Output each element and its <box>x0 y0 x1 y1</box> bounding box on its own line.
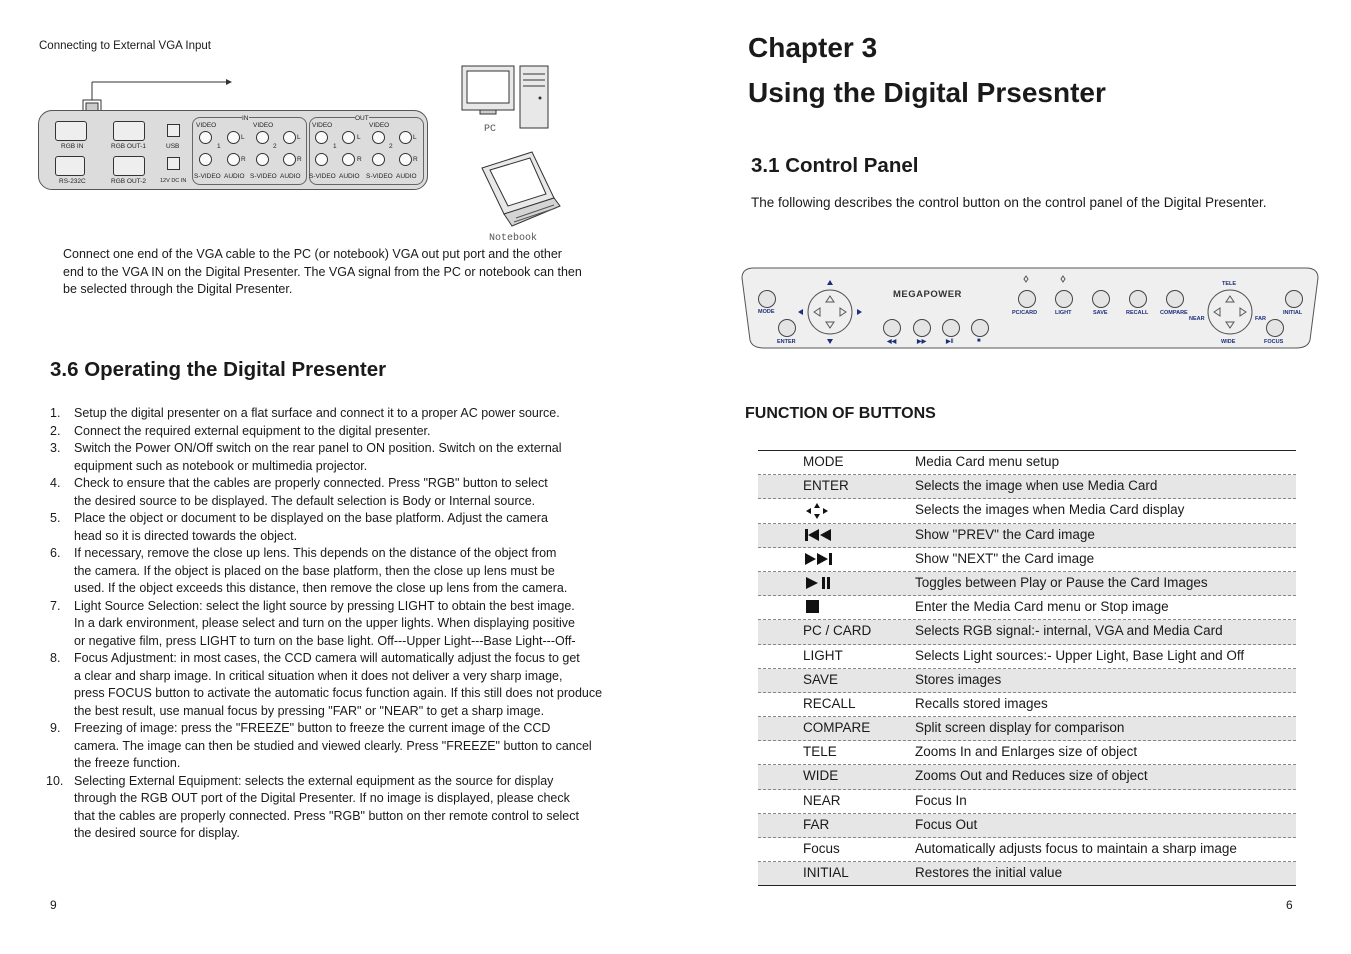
section-description: The following describes the control button on the control panel of the Digital Presenter. <box>751 195 1267 210</box>
rca-jack <box>315 131 328 144</box>
table-row: WIDE Zooms Out and Reduces size of object <box>758 765 1296 789</box>
audio-right-label: R <box>413 156 418 163</box>
svideo-label: S-VIDEO <box>250 173 277 180</box>
list-item: 2. Connect the required external equipment to the digital presenter. <box>50 423 431 438</box>
table-row: Selects the images when Media Card display <box>758 499 1296 523</box>
compare-button[interactable] <box>1166 290 1184 308</box>
prev-button[interactable] <box>883 319 901 337</box>
light-button[interactable] <box>1055 290 1073 308</box>
rca-jack <box>227 131 240 144</box>
recall-label: RECALL <box>1126 310 1149 316</box>
table-row: LIGHT Selects Light sources:- Upper Light, Base Light and Off <box>758 645 1296 669</box>
play-pause-icon: ▶‖ <box>946 339 954 345</box>
output-1-label: 1 <box>333 143 337 150</box>
table-row: Show "PREV" the Card image <box>758 524 1296 548</box>
dc-in-label: 12V DC IN <box>160 178 187 184</box>
play-pause-icon <box>804 575 834 594</box>
rca-jack <box>342 153 355 166</box>
audio-right-label: R <box>297 156 302 163</box>
near-label: NEAR <box>1189 316 1205 322</box>
next-icon: ▶▶ <box>917 339 927 345</box>
rca-jack <box>283 131 296 144</box>
input-1-label: 1 <box>217 143 221 150</box>
list-item: 5. Place the object or document to be displayed on the base platform. Adjust the camera head so it is directed towards the object. <box>50 511 548 543</box>
rs232c-label: RS-232C <box>59 178 86 185</box>
svideo-label: S-VIDEO <box>194 173 221 180</box>
brand-logo: MEGAPOWER <box>893 289 962 300</box>
compare-label: COMPARE <box>1160 310 1188 316</box>
audio-label: AUDIO <box>396 173 417 180</box>
audio-label: AUDIO <box>339 173 360 180</box>
enter-button[interactable] <box>778 319 796 337</box>
list-item: 6. If necessary, remove the close up lens. This depends on the distance of the object from the camera. If the object is placed on the base platform, then the close up lens must be used. If the object exceeds this distance, then remove the close up lens from the camera. <box>50 546 568 595</box>
rgb-in-label: RGB IN <box>61 143 84 150</box>
rca-jack <box>199 131 212 144</box>
list-item: 8. Focus Adjustment: in most cases, the CCD camera will automatically adjust the focus to get a clear and sharp image. In critical situation when it does not deliver a very sharp image, press FOCUS button to activate the automatic focus function again. If this still does not produce the best result, use manual focus by pressing "FAR" or "NEAR" to get a sharp image. <box>50 651 603 718</box>
table-row: SAVE Stores images <box>758 669 1296 693</box>
chapter-title: Chapter 3 <box>748 32 878 63</box>
next-button[interactable] <box>913 319 931 337</box>
rear-connector-panel <box>38 110 428 190</box>
rca-jack <box>256 131 269 144</box>
table-row: Show "NEXT" the Card image <box>758 548 1296 572</box>
light-label: LIGHT <box>1055 310 1072 316</box>
control-panel-illustration <box>740 266 1320 350</box>
table-row: TELE Zooms In and Enlarges size of object <box>758 741 1296 765</box>
svideo-label: S-VIDEO <box>366 173 393 180</box>
list-item: 7. Light Source Selection: select the light source by pressing LIGHT to obtain the best image. In a dark environment, please select and turn on the upper lights. When displaying positive or negative film, press LIGHT to turn on the base light. Off---Upper Light---Base Light---Off- <box>50 598 576 648</box>
play-pause-button[interactable] <box>942 319 960 337</box>
notebook-illustration <box>472 148 564 230</box>
table-row: Focus Automatically adjusts focus to maintain a sharp image <box>758 838 1296 862</box>
rca-jack <box>372 131 385 144</box>
notebook-label: Notebook <box>489 233 538 244</box>
table-row: MODE Media Card menu setup <box>758 451 1296 475</box>
list-item: 10. Selecting External Equipment: selects the external equipment as the source for display through the RGB OUT port of the Digital Presenter. If no image is displayed, please check that the cables are properly connected. Press "RGB" button on ther remote control to select the desired source for display. <box>46 773 579 840</box>
figure-caption: Connecting to External VGA Input <box>39 40 211 52</box>
steps-list <box>46 405 650 843</box>
table-row: COMPARE Split screen display for comparison <box>758 717 1296 741</box>
list-item: 3. Switch the Power ON/Off switch on the rear panel to ON position. Switch on the external equipment such as notebook or multimedia projector. <box>50 441 562 473</box>
focus-button[interactable] <box>1266 319 1284 337</box>
section-heading: 3.1 Control Panel <box>751 154 919 177</box>
usb-label: USB <box>166 143 180 150</box>
stop-icon <box>804 599 834 618</box>
rca-jack <box>399 153 412 166</box>
save-button[interactable] <box>1092 290 1110 308</box>
svideo-label: S-VIDEO <box>309 173 336 180</box>
pc-card-button[interactable] <box>1018 290 1036 308</box>
table-row: FAR Focus Out <box>758 814 1296 838</box>
initial-label: INITIAL <box>1283 310 1303 316</box>
mode-button[interactable] <box>758 290 776 308</box>
pc-card-label: PC/CARD <box>1012 310 1038 316</box>
video-label: VIDEO <box>312 122 333 129</box>
table-row: NEAR Focus In <box>758 790 1296 814</box>
audio-left-label: L <box>413 134 417 141</box>
pc-label: PC <box>484 124 497 135</box>
list-item: 1. Setup the digital presenter on a flat surface and connect it to a proper AC power source. <box>50 406 560 420</box>
page-title: Using the Digital Prsesnter <box>748 77 1106 108</box>
dc-in-port <box>167 157 180 170</box>
prev-icon <box>804 527 834 546</box>
page-number: 9 <box>50 898 57 912</box>
audio-right-label: R <box>241 156 246 163</box>
table-row: RECALL Recalls stored images <box>758 693 1296 717</box>
vga-instructions: Connect one end of the VGA cable to the PC (or notebook) VGA out put port and the other end to the VGA IN on the Digital Presenter. The VGA signal from the PC or notebook can then be selected through the Digital Presenter. <box>63 247 582 296</box>
rca-jack <box>399 131 412 144</box>
svideo-jack <box>256 153 269 166</box>
arrows-icon <box>804 502 830 523</box>
out-label: OUT <box>355 115 369 122</box>
table-row: Toggles between Play or Pause the Card Images <box>758 572 1296 596</box>
audio-label: AUDIO <box>224 173 245 180</box>
far-label: FAR <box>1255 316 1266 322</box>
tele-label: TELE <box>1222 281 1237 287</box>
rgb-out2-port <box>113 156 145 176</box>
save-label: SAVE <box>1093 310 1108 316</box>
table-row: PC / CARD Selects RGB signal:- internal, VGA and Media Card <box>758 620 1296 644</box>
recall-button[interactable] <box>1129 290 1147 308</box>
in-label: IN <box>242 115 249 122</box>
output-2-label: 2 <box>389 143 393 150</box>
audio-right-label: R <box>357 156 362 163</box>
video-label: VIDEO <box>369 122 390 129</box>
table-row: Enter the Media Card menu or Stop image <box>758 596 1296 620</box>
rgb-in-port <box>55 121 87 141</box>
svideo-jack <box>199 153 212 166</box>
mode-label: MODE <box>758 309 775 315</box>
enter-label: ENTER <box>777 339 796 345</box>
next-icon <box>804 551 834 570</box>
wide-label: WIDE <box>1221 339 1236 345</box>
svideo-jack <box>315 153 328 166</box>
prev-icon: ◀◀ <box>887 339 897 345</box>
rca-jack <box>283 153 296 166</box>
section-heading: 3.6 Operating the Digital Presenter <box>50 358 387 381</box>
list-item: 9. Freezing of image: press the "FREEZE" button to freeze the current image of the CCD camera. The image can then be studied and viewed clearly. Press "FREEZE" button to cancel the freeze function. <box>50 721 592 770</box>
rca-jack <box>342 131 355 144</box>
table-row: INITIAL Restores the initial value <box>758 862 1296 885</box>
list-item: 4. Check to ensure that the cables are properly connected. Press "RGB" button to select the desired source to be displayed. The default selection is Body or Internal source. <box>50 476 548 508</box>
audio-left-label: L <box>241 134 245 141</box>
stop-button[interactable] <box>971 319 989 337</box>
table-row: ENTER Selects the image when use Media Card <box>758 475 1296 499</box>
svideo-jack <box>372 153 385 166</box>
focus-label: FOCUS <box>1264 339 1284 345</box>
audio-left-label: L <box>297 134 301 141</box>
audio-label: AUDIO <box>280 173 301 180</box>
usb-port <box>167 124 180 137</box>
function-heading: FUNCTION OF BUTTONS <box>745 405 936 422</box>
function-table <box>758 450 1296 886</box>
pc-illustration <box>460 64 552 130</box>
input-2-label: 2 <box>273 143 277 150</box>
rgb-out1-port <box>113 121 145 141</box>
control-panel-outline <box>740 266 1320 350</box>
rs232c-port <box>55 156 85 176</box>
video-label: VIDEO <box>253 122 274 129</box>
rgb-out1-label: RGB OUT-1 <box>111 143 147 150</box>
stop-icon: ■ <box>977 338 981 344</box>
audio-left-label: L <box>357 134 361 141</box>
rca-jack <box>227 153 240 166</box>
page-number: 6 <box>1286 898 1293 912</box>
initial-button[interactable] <box>1285 290 1303 308</box>
rgb-out2-label: RGB OUT-2 <box>111 178 147 185</box>
video-label: VIDEO <box>196 122 217 129</box>
